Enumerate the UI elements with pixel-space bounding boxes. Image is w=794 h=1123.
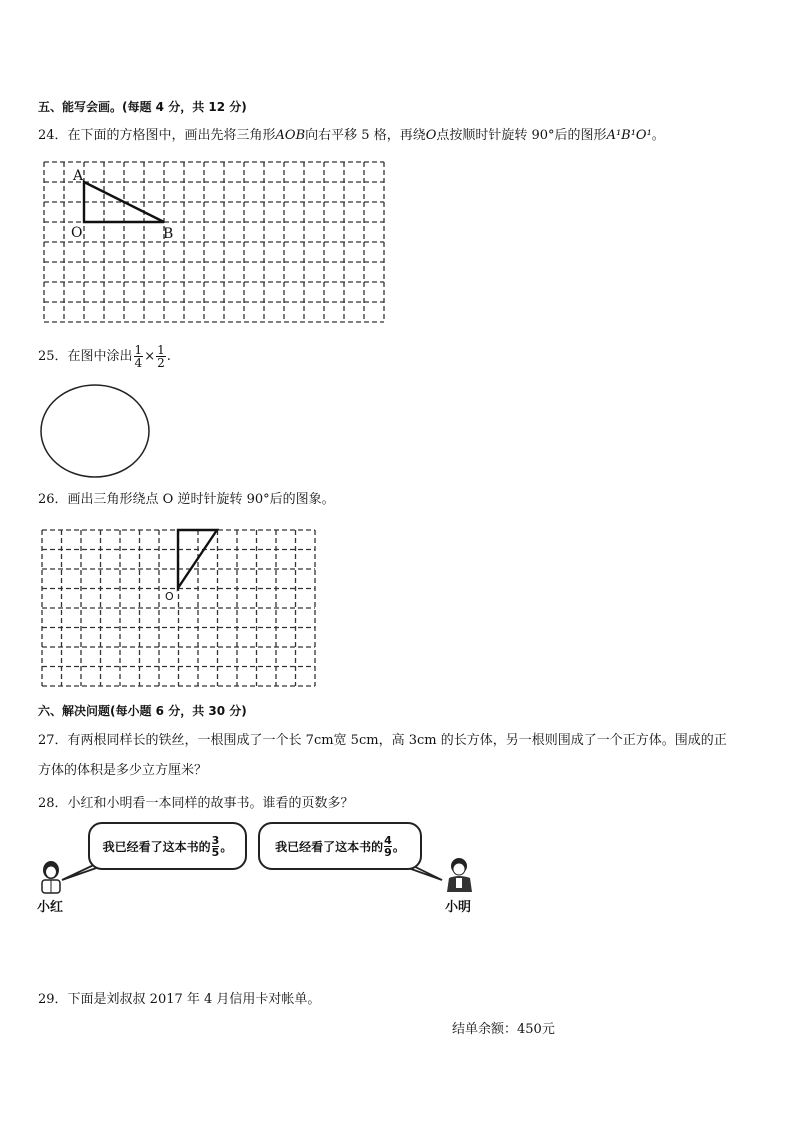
q25-text: 25．在图中涂出 — [38, 349, 133, 364]
bubble-left-end: 。 — [220, 839, 233, 854]
q24-point-o: O — [425, 128, 437, 143]
name-xiaoming: 小明 — [445, 900, 472, 915]
q24-text-after: 点按顺时针旋转 90°后的图形 — [436, 128, 607, 143]
question-26: 26．画出三角形绕点 O 逆时针旋转 90°后的图象。 — [38, 492, 335, 507]
fraction-four-ninths — [384, 835, 392, 858]
question-27-line1: 27．有两根同样长的铁丝，一根围成了一个长 7cm宽 5cm，高 3cm 的长方体，另一根则围成了一个正方体。围成的正 — [38, 733, 727, 748]
name-xiaohong: 小红 — [37, 900, 64, 915]
frac1-numerator: 1 — [134, 343, 143, 357]
fraction-three-fifths — [212, 835, 220, 858]
speech-bubble-xiaoming — [258, 822, 422, 870]
q24-text-before: 24．在下面的方格图中，画出先将三角形 — [38, 128, 276, 143]
times-sign: × — [144, 349, 156, 364]
section-6-heading: 六、解决问题(每小题 6 分，共 30 分) — [38, 704, 247, 718]
q24-text-mid: 向右平移 5 格，再绕 — [305, 128, 426, 143]
question-29: 29．下面是刘叔叔 2017 年 4 月信用卡对帐单。 — [38, 992, 321, 1007]
bubble-right-den: 9 — [384, 845, 392, 859]
bubble-left-text: 我已经看了这本书的 — [102, 839, 211, 854]
q25-end: . — [166, 349, 171, 364]
bubble-left-den: 5 — [211, 845, 220, 859]
question-27-line2: 方体的体积是多少立方厘米？ — [38, 763, 208, 778]
bubble-right-end: 。 — [392, 839, 405, 854]
q26-label-o: O — [165, 590, 174, 603]
girl-figure-icon — [38, 860, 66, 894]
label-b: B — [163, 226, 174, 242]
question-28: 28．小红和小明看一本同样的故事书。谁看的页数多？ — [38, 796, 354, 811]
frac2-denominator: 2 — [157, 356, 165, 370]
bubble-left-num: 3 — [211, 833, 220, 847]
bubble-right-num: 4 — [384, 833, 392, 847]
bubble-right-text: 我已经看了这本书的 — [275, 839, 384, 854]
frac2-numerator: 1 — [157, 343, 165, 357]
frac1-denominator: 4 — [134, 356, 143, 370]
label-a: A — [73, 168, 84, 184]
section-5-heading: 五、能写会画。(每题 4 分，共 12 分) — [38, 100, 247, 114]
q24-triangle-name: AOB — [275, 128, 306, 143]
boy-figure-icon — [444, 856, 476, 894]
q24-end: 。 — [651, 128, 665, 143]
statement-balance: 结单余额：450元 — [452, 1022, 555, 1037]
label-o: O — [71, 225, 83, 241]
q24-result-name: A¹B¹O¹ — [606, 128, 652, 143]
speech-bubble-xiaohong — [88, 822, 247, 870]
